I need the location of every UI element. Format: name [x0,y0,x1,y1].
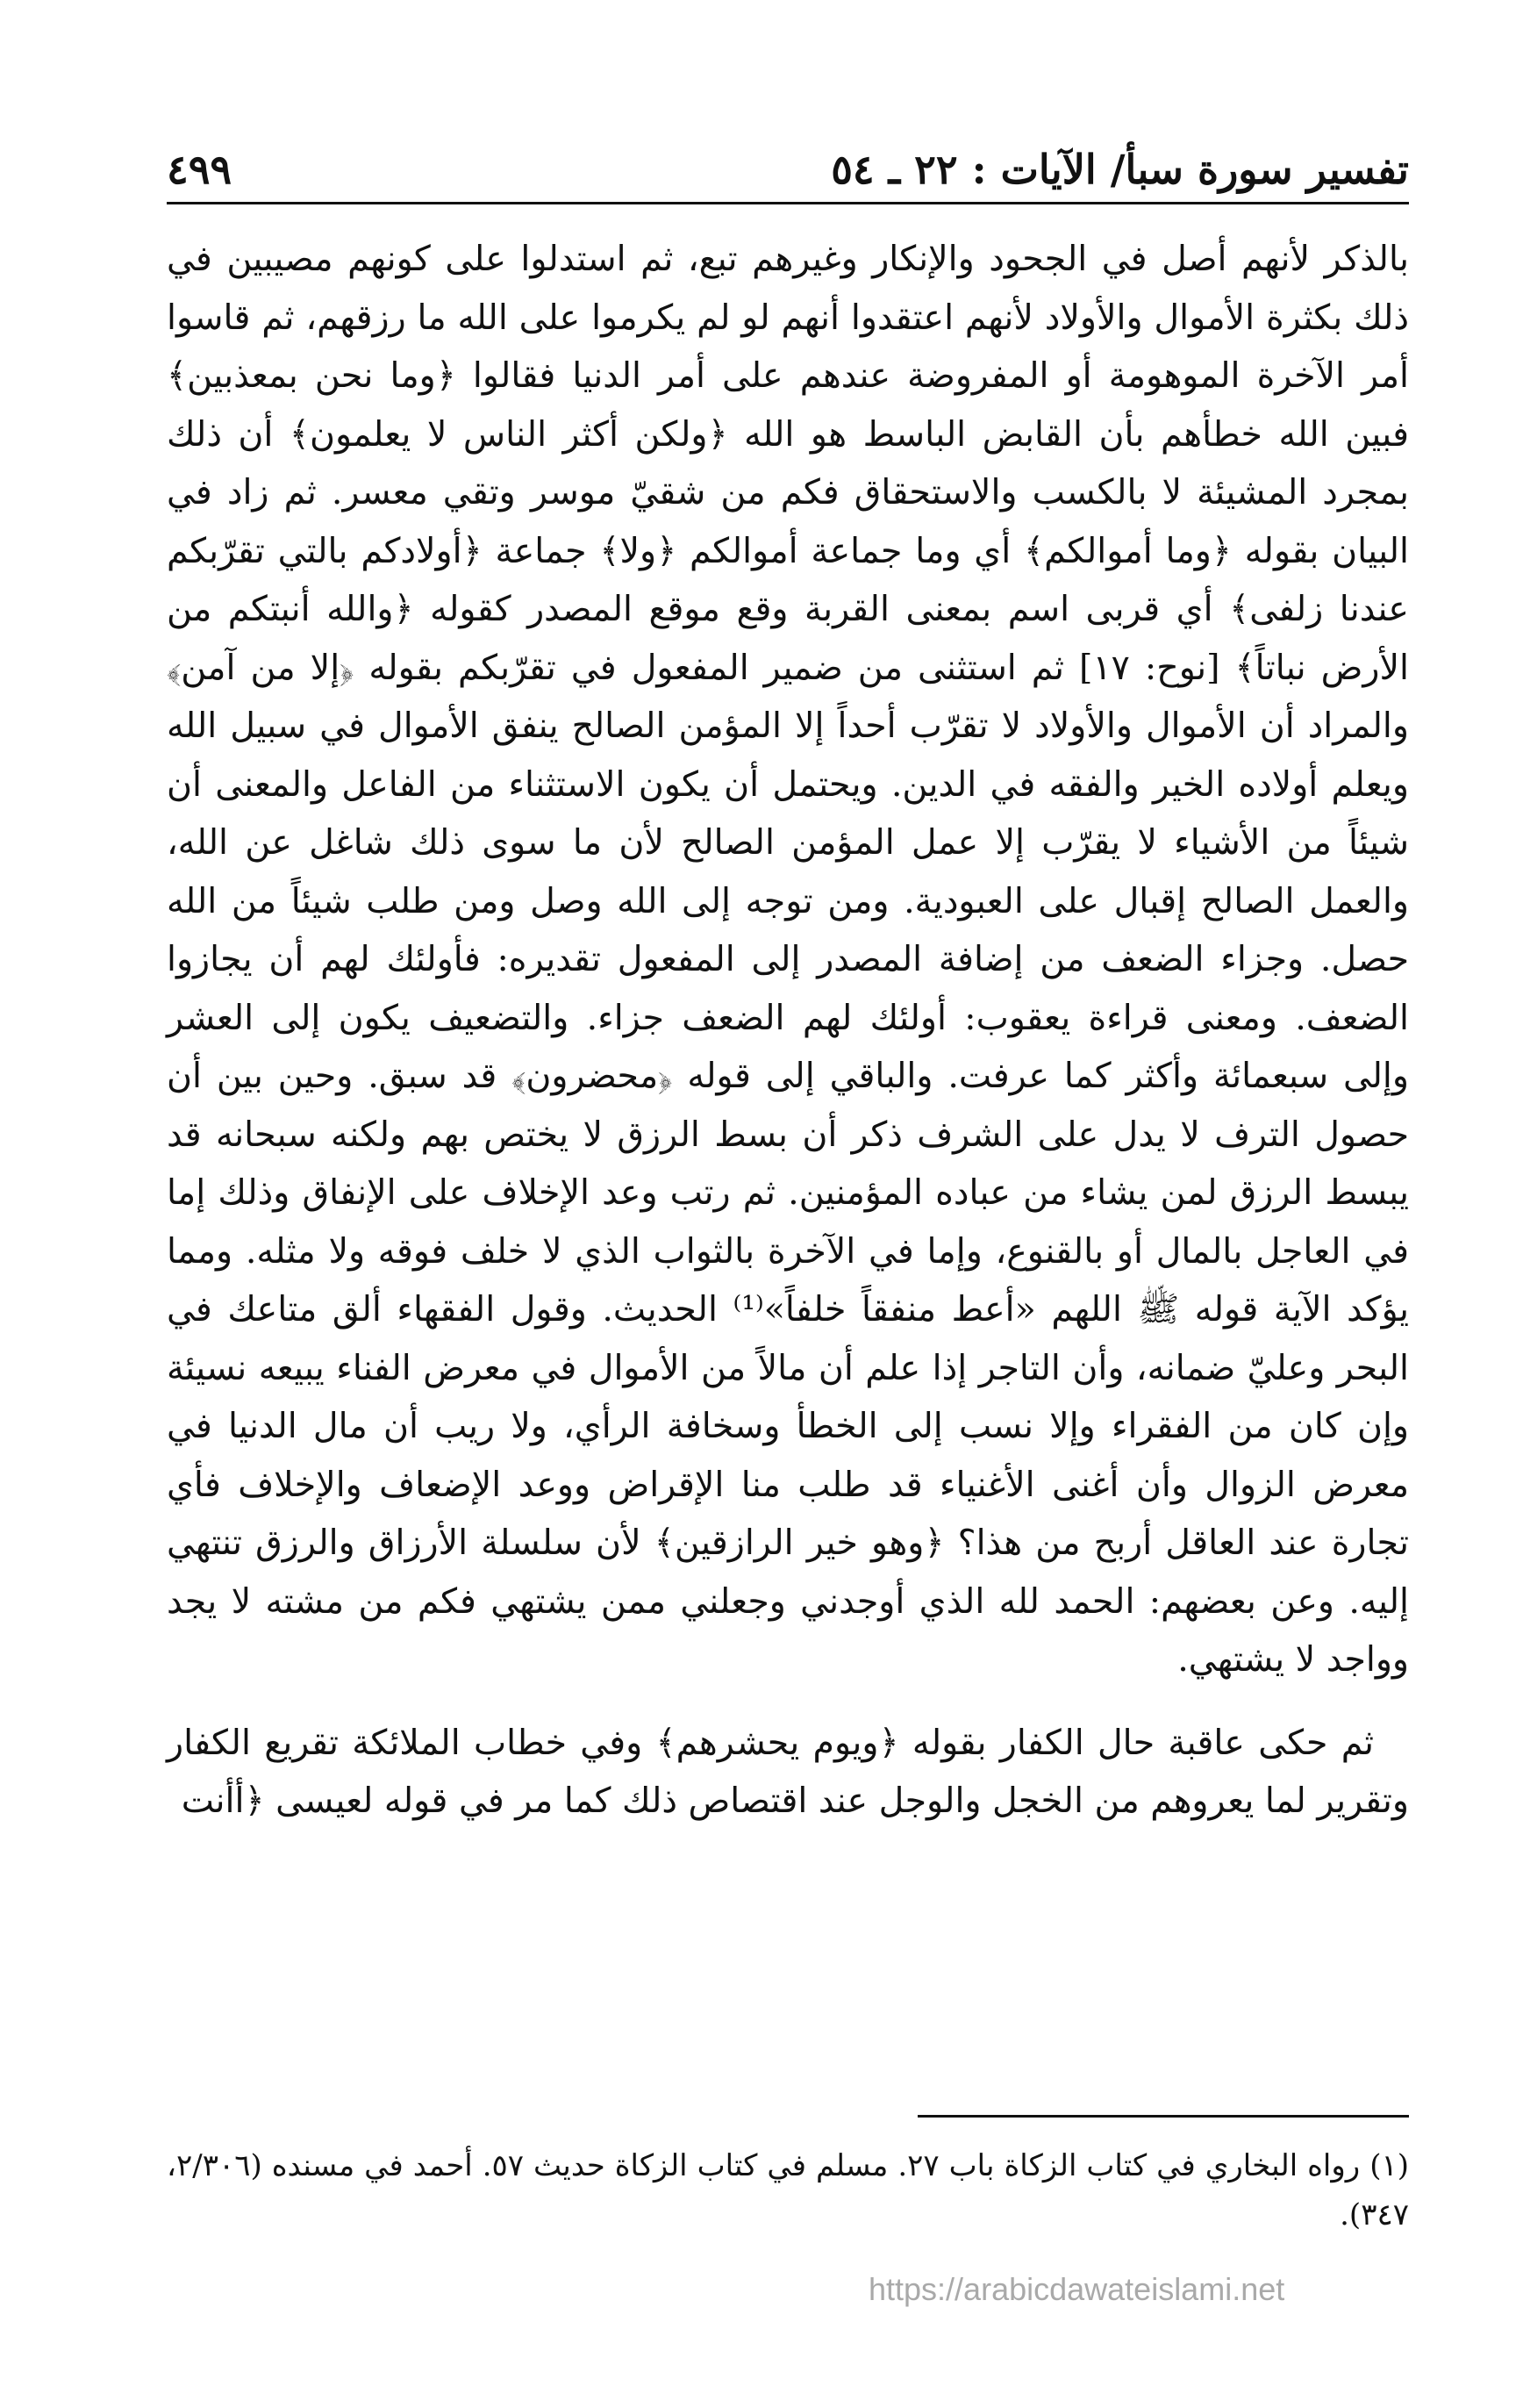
page-number: ٤٩٩ [167,146,232,193]
paragraph: ثم حكى عاقبة حال الكفار بقوله ﴿ويوم يحشرهم﴾ وفي خطاب الملائكة تقريع الكفار وتقرير لما يعروهم من الخجل والوجل عند اقتصاص ذلك كما مر في قوله لعيسى ﴿أأنت [167,1722,1409,1821]
page-header [167,132,1409,204]
running-title: تفسير سورة سبأ/ الآيات : ٢٢ ـ ٥٤ [831,146,1409,193]
footnote-divider [918,2115,1409,2118]
paragraph: بالذكر لأنهم أصل في الجحود والإنكار وغيرهم تبع، ثم استدلوا على كونهم مصيبين في ذلك بكثرة الأموال والأولاد لأنهم اعتقدوا أنهم لو لم يكرموا على الله ما رزقهم، ثم قاسوا أمر الآخرة الموهومة أو المفروضة عندهم على أمر الدنيا فقالوا ﴿وما نحن بمعذبين﴾ فبين الله خطأهم بأن القابض الباسط هو الله ﴿ولكن أكثر الناس لا يعلمون﴾ أن ذلك بمجرد المشيئة لا بالكسب والاستحقاق فكم من شقيّ موسر وتقي معسر. ثم زاد في البيان بقوله ﴿وما أموالكم﴾ أي وما جماعة أموالكم ﴿ولا﴾ جماعة ﴿أولادكم بالتي تقرّبكم عندنا زلفى﴾ أي قربى اسم بمعنى القربة وقع موقع المصدر كقوله ﴿والله أنبتكم من الأرض نباتاً﴾ [نوح: ١٧] ثم استثنى من ضمير المفعول في تقرّبكم بقوله ﴿إلا من آمن﴾ والمراد أن الأموال والأولاد لا تقرّب أحداً إلا المؤمن الصالح ينفق الأموال في سبيل الله ويعلم أولاده الخير والفقه في الدين. ويحتمل أن يكون الاستثناء من الفاعل والمعنى أن شيئاً من الأشياء لا يقرّب إلا عمل المؤمن الصالح لأن ما سوى ذلك شاغل عن الله، والعمل الصالح إقبال على العبودية. ومن توجه إلى الله وصل ومن طلب شيئاً من الله حصل. وجزاء الضعف من إضافة المصدر إلى المفعول تقديره: فأولئك لهم أن يجازوا الضعف. ومعنى قراءة يعقوب: أولئك لهم الضعف جزاء. والتضعيف يكون إلى العشر وإلى سبعمائة وأكثر كما عرفت. والباقي إلى قوله ﴿محضرون﴾ قد سبق. وحين بين أن حصول الترف لا يدل على الشرف ذكر أن بسط الرزق لا يختص بهم ولكنه سبحانه قد يبسط الرزق لمن يشاء من عباده المؤمنين. ثم رتب وعد الإخلاف على الإنفاق وذلك إما في العاجل بالمال أو بالقنوع، وإما في الآخرة بالثواب الذي لا خلف فوقه ولا مثله. ومما يؤكد الآية قوله ﷺ اللهم «أعط منفقاً خلفاً»⁽¹⁾ الحديث. وقول الفقهاء ألق متاعك في البحر وعليّ ضمانه، وأن التاجر إذا علم أن مالاً من الأموال في معرض الفناء يبيعه نسيئة وإن كان من الفقراء وإلا نسب إلى الخطأ وسخافة الرأي، ولا ريب أن مال الدنيا في معرض الزوال وأن أغنى الأغنياء قد طلب منا الإقراض ووعد الإضعاف والإخلاف فأي تجارة عند العاقل أربح من هذا؟ ﴿وهو خير الرازقين﴾ لأن سلسلة الأرزاق والرزق تنتهي إليه. وعن بعضهم: الحمد لله الذي أوجدني وجعلني ممن يشتهي فكم من مشته لا يجد وواجد لا يشتهي. [167,239,1409,1680]
watermark-url: https://arabicdawateislami.net [869,2271,1285,2307]
footnote: (١) رواه البخاري في كتاب الزكاة باب ٢٧. مسلم في كتاب الزكاة حديث ٥٧. أحمد في مسنده (٢/٣٠٦، ٣٤٧). [167,2148,1409,2232]
main-text [167,230,1409,1831]
